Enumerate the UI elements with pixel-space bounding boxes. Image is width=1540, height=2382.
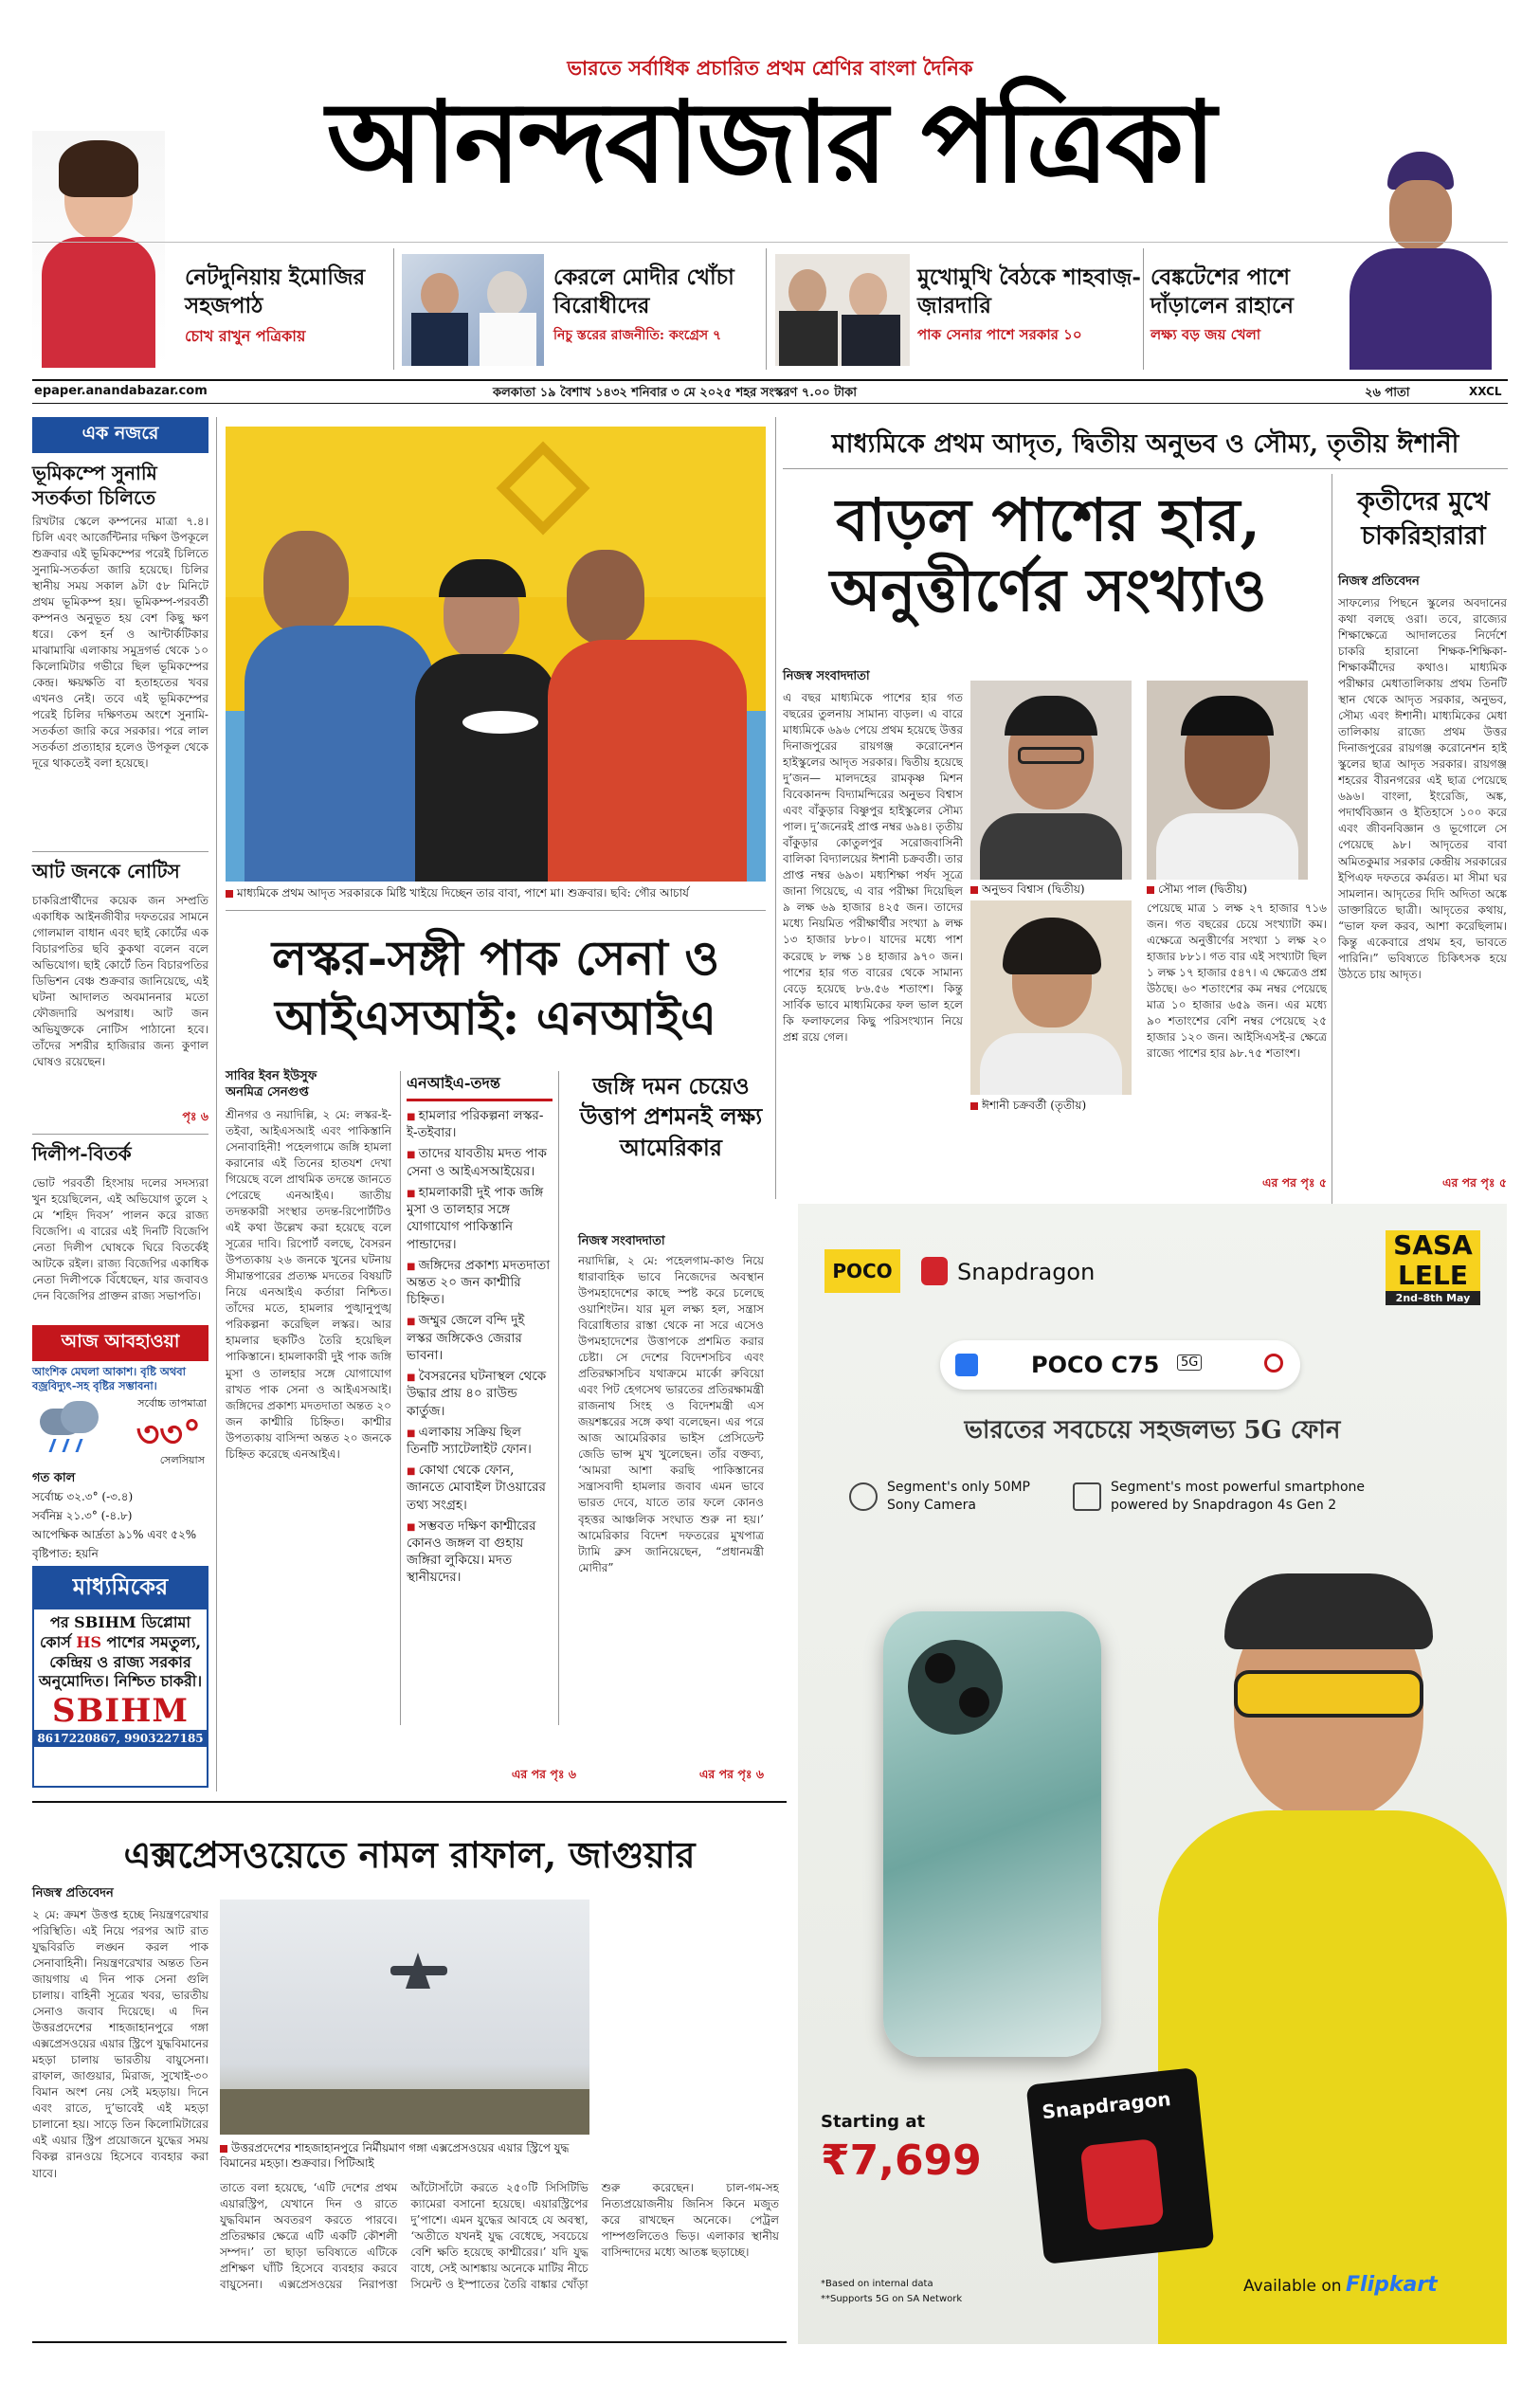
rafale-body-2: তাতে বলা হয়েছে, ‘এটি দেশের প্রথম এয়ারস্ট্রিপ, যেখানে দিন ও রাতে যুদ্ধবিমান অবতরণ করতে পারবে। প্রতিরক্ষার ক্ষেত্রে এটি একটি কৌশলী সম্পদ।’ তা ছাড়া ভবিষ্যতে এটিকে প্রশিক্ষণ ঘাঁটি হিসেবে ব্যবহার করবে বায়ুসেনা। এক্সপ্রেসওয়ের নিরাপত্তা আঁটোসাঁটো করতে ২৫০টি সিসিটিভি ক্যামেরা বসানো হয়েছে। এয়ারস্ট্রিপের দু’পাশে। এমন যুদ্ধের আবহে যে অবস্থা, ‘অতীতে যখনই যুদ্ধ বেধেছে, সবচেয়ে বেশি ক্ষতি হয়েছে কাশ্মীরের।’ যদি যুদ্ধ বাধে, সেই আশঙ্কায় অনেকে মাটির নীচে সিমেন্ট ও ইস্পাতের তৈরি বাঙ্কার খোঁড়া শুরু করেছেন। চাল-গম-সহ নিত্যপ্রয়োজনীয় জিনিস কিনে মজুত করে রাখছেন অনেকে। পেট্রল পাম্পগুলিতেও ভিড়। এলাকার স্থানীয় বাসিন্দাদের মধ্যে আতঙ্ক ছড়াচ্ছে। — [220, 2181, 779, 2292]
price-label: Starting at — [821, 2112, 926, 2132]
nia-fact: ■ এলাকায় সক্রিয় ছিল তিনটি স্যাটেলাইট ফোন। — [407, 1424, 553, 1458]
glance-item-quake — [32, 461, 208, 846]
nia-fact: ■ জঙ্গিদের প্রকাশ্য মদতদাতা অন্তত ২০ জন কাশ্মীরি চিহ্নিত। — [407, 1257, 553, 1309]
feature-camera: Segment's only 50MP Sony Camera — [887, 1480, 1030, 1513]
weather-max: সর্বোচ্চ ৩২.৩° (-৩.৪) — [32, 1489, 134, 1503]
exam-byline: নিজস্ব সংবাদদাতা — [783, 669, 870, 683]
rain-cloud-icon — [36, 1399, 112, 1465]
nia-fact: ■ বৈসরনের ঘটনাস্থল থেকে উদ্ধার প্রায় ৪০ রাউন্ড কার্তুজ। — [407, 1368, 553, 1420]
glance-item-title: দিলীপ-বিতর্ক — [32, 1142, 132, 1165]
sbihm-body1: পর SBIHM ডিপ্লোমা কোর্স — [39, 1613, 191, 1651]
cricketer-image-right — [1344, 142, 1495, 370]
glance-item-title: ভূমিকম্পে সুনামি সতর্কতা চিলিতে — [32, 462, 157, 509]
flipkart-store[interactable]: Flipkart — [1346, 2273, 1438, 2297]
weather-header: আজ আবহাওয়া — [32, 1325, 208, 1361]
glance-item-title: আট জনকে নোটিস — [32, 860, 180, 882]
snapdragon-chip: Snapdragon — [1026, 2067, 1215, 2264]
snapdragon-logo: Snapdragon — [957, 1259, 1096, 1285]
main-photo-caption: মাধ্যমিকে প্রথম আদৃত সরকারকে মিষ্টি খাইয়ে দিচ্ছেন তার বাবা, পাশে মা। শুক্রবার। ছবি: গৌর আচার্য — [226, 885, 766, 904]
masthead-tagline: ভারতে সর্বাধিক প্রচারিত প্রথম শ্রেণির বাংলা দৈনিক — [567, 56, 973, 80]
teaser-2-image — [402, 254, 544, 366]
temp-label: সর্বোচ্চ তাপমাত্রা — [137, 1396, 207, 1409]
search-bar[interactable] — [940, 1340, 1300, 1390]
search-text: POCO C75 — [1031, 1352, 1160, 1378]
usa-byline: নিজস্ব সংবাদদাতা — [578, 1234, 665, 1248]
nia-fact-box — [400, 1071, 559, 1725]
weather-humidity: আপেক্ষিক আর্দ্রতা ৯১% এবং ৫২% — [32, 1527, 197, 1541]
dateline: কলকাতা ১৯ বৈশাখ ১৪৩২ শনিবার ৩ মে ২০২৫ শহর সংস্করণ ৭.০০ টাকা — [493, 386, 857, 400]
usa-more[interactable]: এর পর পৃঃ ৬ — [698, 1767, 764, 1781]
teaser-title: মুখোমুখি বৈঠকে শাহবাজ়-জ়ারদারি — [917, 264, 1141, 318]
weather-forecast: আংশিক মেঘলা আকাশ। বৃষ্টি অথবা বজ্রবিদ্যুৎ-সহ বৃষ্টির সম্ভাবনা। — [32, 1365, 187, 1392]
nia-byline: সাবির ইবন ইউসুফ অনমিত্র সেনগুপ্ত — [226, 1069, 317, 1100]
camera-icon — [849, 1482, 878, 1511]
topper-photo-2 — [1147, 681, 1308, 880]
teaser-sub: নিচু স্তরের রাজনীতি: কংগ্রেস ৭ — [553, 327, 722, 343]
glance-header: এক নজরে — [32, 417, 208, 453]
teaser-title: কেরলে মোদীর খোঁচা বিরোধীদের — [553, 264, 734, 318]
weather-yesterday: গত কাল — [32, 1470, 76, 1485]
teaser-title: নেটদুনিয়ায় ইমোজির সহজপাঠ — [185, 264, 366, 318]
glance-item-notice — [32, 858, 208, 1128]
teaser-sub: লক্ষ্য বড় জয় খেলা — [1150, 325, 1261, 343]
topper-photo-3 — [970, 900, 1132, 1095]
rafale-byline: নিজস্ব প্রতিবেদন — [32, 1886, 114, 1900]
rafale-photo — [220, 1900, 589, 2135]
snapdragon-icon — [921, 1257, 948, 1285]
masthead-title: আনন্দবাজার পত্রিকা — [326, 76, 1214, 208]
weather-box — [32, 1325, 208, 1560]
sbihm-header: মাধ্যমিকের — [34, 1568, 207, 1609]
weather-min: সর্বনিম্ন ২১.৩° (-৪.৮) — [32, 1508, 133, 1522]
nia-fact: ■ হামলাকারী দুই পাক জঙ্গি মুসা ও তালহার সঙ্গে যোগাযোগ পাকিস্তানি পান্ডাদের। — [407, 1184, 553, 1253]
sbihm-brand: SBIHM — [52, 1692, 189, 1731]
main-photo — [226, 427, 766, 882]
rafale-headline: এক্সপ্রেসওয়েতে নামল রাফাল, জাগুয়ার — [123, 1833, 696, 1876]
teaser-title: বেঙ্কটেশের পাশে দাঁড়ালেন রাহানে — [1150, 264, 1295, 318]
phone-image — [883, 1611, 1101, 2057]
weather-rain: বৃষ্টিপাত: হয়নি — [32, 1546, 99, 1560]
jobless-more[interactable]: এর পর পৃঃ ৫ — [1441, 1175, 1507, 1190]
jobless-byline: নিজস্ব প্রতিবেদন — [1338, 574, 1420, 589]
edition-code: XXCL — [1469, 385, 1502, 398]
exam-headline: বাড়ল পাশের হার, অনুত্তীর্ণের সংখ্যাও — [829, 485, 1267, 626]
rafale-caption: উত্তরপ্রদেশের শাহজাহানপুরে নির্মীয়মাণ গঙ্গা এক্সপ্রেসওয়ের এয়ার স্ট্রিপে যুদ্ধ বিমানের মহড়া। শুক্রবার। পিটিআই — [220, 2141, 570, 2171]
available-label: Available on — [1243, 2277, 1342, 2296]
nia-box-header: এনআইএ-তদন্ত — [407, 1071, 553, 1101]
page-count: ২৬ পাতা — [1365, 386, 1410, 400]
chip-icon — [1073, 1482, 1101, 1511]
glance-item-body: রিখটার স্কেলে কম্পনের মাত্রা ৭.৪। চিলি এবং আর্জেন্টিনার দক্ষিণ উপকূলে শুক্রবার এই ভূমিকম্পের পরেই চিলিতে সুনামি-সতর্কতা জারি হয়েছে। চিলির স্থানীয় সময় সকাল ৯টা ৫৮ মিনিটে প্রথম ভূমিকম্প হয়। ভূমিকম্প-পরবর্তী কম্পনও অনুভূত হয় বেশ কিছু ক্ষণ ধরে। কেপ হর্ন ও আন্টার্কটিকার মাঝামাঝি এলাকায় সমুদ্রগর্ভ থেকে ১০ কিলোমিটার গভীরে ছিল ভূমিকম্পের কেন্দ্র। ক্ষয়ক্ষতি বা হতাহতের খবর এখনও নেই। তবে এই ভূমিকম্পের পরেই চিলির দক্ষিণতম অংশে সুনামি-সতর্কতা জারি করে সরকার। পরে লাল সতর্কতা প্রত্যাহার হলেও উপকূল থেকে দূরে থাকতেই বলা হয়েছে। — [32, 515, 208, 771]
topper-caption-2: সৌম্য পাল (দ্বিতীয়) — [1147, 882, 1247, 900]
flipkart-icon — [955, 1354, 978, 1376]
poco-logo: POCO — [824, 1249, 900, 1293]
glance-item-body: ভোট পরবর্তী হিংসায় দলের সদস্যরা খুন হয়েছিলেন, এই অভিযোগ তুলে ২ মে ‘শহিদ দিবস’ পালন করে রাজ্য বিজেপি। এ বারের এই দিনটি বিজেপি নেতা দিলীপ ঘোষকে ঘিরে বিতর্কেই আটকে রইল। রাজ্য বিজেপির একাধিক নেতা দিলীপকে বিঁধেছেন, যার জবাবও দেন বিজেপির প্রাক্তন রাজ্য সভাপতি। — [32, 1176, 208, 1303]
sbihm-ad[interactable] — [32, 1566, 208, 1788]
exam-body-2: পেয়েছে মাত্র ১ লক্ষ ২৭ হাজার ৭১৬ জন। গত বছরের চেয়ে সংখ্যাটা কম। এক্ষেত্রে অনুত্তীর্ণের সংখ্যা ১ লক্ষ ২০ হাজার ৮৮১। গত বার এই সংখ্যাটা ছিল ১ লক্ষ ১৭ হাজার ৫৪৭। এ ক্ষেত্রেও প্রশ্ন উঠছে। ৬০ শতাংশের কম নম্বর পেয়েছে মাত্র ১০ হাজার ৬৫৯ জন। এর মধ্যে ৯০ শতাংশের বেশি নম্বর পেয়েছে ২৫ হাজার ১২০ জন। আইসিএসই-র ক্ষেত্রে রাজ্যে পাশের হার ৯৮.৭৫ শতাংশ। — [1147, 901, 1327, 1061]
nia-fact: ■ সম্ভবত দক্ষিণ কাশ্মীরের কোনও জঙ্গল বা গুহায় জঙ্গিরা লুকিয়ে। মদত স্থানীয়দের। — [407, 1518, 553, 1587]
teaser-sub: পাক সেনার পাশে সরকার ১০ — [917, 325, 1082, 343]
feature-processor: Segment's most powerful smartphone powered by Snapdragon 4s Gen 2 — [1111, 1480, 1366, 1513]
topper-photo-1 — [970, 681, 1132, 880]
poco-ad[interactable] — [798, 1204, 1507, 2344]
glance-column — [32, 417, 208, 1361]
search-icon — [1264, 1354, 1283, 1373]
temp-value: ৩৩° — [136, 1411, 201, 1455]
usa-headline: জঙ্গি দমন চেয়েও উত্তাপ প্রশমনই লক্ষ্য আমেরিকার — [579, 1072, 763, 1161]
sbihm-hs: HS — [76, 1632, 102, 1651]
teaser-1[interactable] — [185, 264, 393, 350]
poco-tagline: ভারতের সবচেয়ে সহজলভ্য 5G ফোন — [964, 1416, 1341, 1445]
nia-body: শ্রীনগর ও নয়াদিল্লি, ২ মে: লস্কর-ই-তইবা, আইএসআই এবং পাকিস্তানি সেনাবাহিনী! পহেলগামে জঙ্গি হামলা করানোর এই তিনের হাতযশ দেখা গিয়েছে বলে প্রাথমিক তদন্তে জানতে পেরেছে এনআইএ। জাতীয় তদন্তকারী সংস্থার তদন্ত-রিপোর্টটিও এই কথা উল্লেখ করা হয়েছে বলে সূত্রের দাবি। রিপোর্ট বলছে, বৈসরন উপত্যকায় ২৬ জনকে খুনের ঘটনায় সীমান্তপারের প্রত্যক্ষ মদতের বিষয়টি নিয়ে এনআইএ কর্তারা নিশ্চিত। তাঁদের মতে, হামলার পুঙ্খানুপুঙ্খ পরিকল্পনা করেছিল লস্কর। আর হামলার ছকটিও তৈরি হয়েছিল পাকিস্তানে। হামলাকারী দুই পাক জঙ্গি মুসা ও তালহার সঙ্গে যোগাযোগ রাখত পাক সেনা ও আইএসআই। জঙ্গিদের প্রকাশ্য মদতদাতা অন্তত ২০ জন কাশ্মীরি চিহ্নিত। কাশ্মীর উপত্যকায় বাসিন্দা অন্তত ২০ জনকে চিহ্নিত করেছে এনআইএ। — [226, 1108, 391, 1461]
5g-badge: 5G — [1177, 1355, 1202, 1371]
exam-more[interactable]: এর পর পৃঃ ৫ — [1261, 1175, 1327, 1190]
nia-fact: ■ কোথা থেকে ফোন, জানতে মোবাইল টাওয়ারের তথ্য সংগ্রহ। — [407, 1462, 553, 1514]
topper-caption-1: অনুভব বিশ্বাস (দ্বিতীয়) — [970, 882, 1085, 900]
sbihm-phone: 8617220867, 9903227185 — [34, 1730, 207, 1747]
teaser-sub: চোখ রাখুন পত্রিকায় — [185, 326, 306, 345]
usa-body: নয়াদিল্লি, ২ মে: পহেলগাম-কাণ্ড নিয়ে ধারাবাহিক ভাবে নিজেদের অবস্থান উপমহাদেশের কাছে স্পষ্ট করে চলেছে ওয়াশিংটন। যার মূল লক্ষ্য হল, সন্ত্রাস বিরোধিতার রাস্তা থেকে না সরে এসেও উপমহাদেশের উত্তাপকে প্রশমিত করার চেষ্টা। সে দেশের বিদেশসচিব এবং প্রতিরক্ষাসচিব যথাক্রমে মার্কো রুবিয়ো এবং পিট হেগসেথ ভারতের প্রতিরক্ষামন্ত্রী রাজনাথ সিংহ ও বিদেশমন্ত্রী এস জয়শঙ্করের সঙ্গে কথা বলেছেন। এর পরে আজ আমেরিকার ভাইস প্রেসিডেন্ট জেডি ভান্স মুখ খুলেছেন। তাঁর বক্তব্য, ‘আমরা আশা করছি পাকিস্তানের সন্ত্রাসবাদী হামলার জবাব এমন ভাবে ভারত দেবে, যাতে তার ফলে কোনও বৃহত্তর আঞ্চলিক সংঘাত শুরু না হয়।’ আমেরিকার বিদেশ দফতরের মুখপাত্র ট্যামি ব্রুস জানিয়েছেন, “প্রধানমন্ত্রী মোদীর” — [578, 1254, 764, 1574]
rafale-body: ২ মে: ক্রমশ উত্তপ্ত হচ্ছে নিয়ন্ত্রণরেখার পরিস্থিতি। এই নিয়ে পরপর আট রাত যুদ্ধবিরতি লঙ্ঘন করল পাক সেনাবাহিনী। নিয়ন্ত্রণরেখার অন্তত তিন জায়গায় এ দিন পাক সেনা গুলি চালায়। বাহিনী সূত্রের খবর, ভারতীয় সেনাও জবাব দিয়েছে। এ দিন উত্তরপ্রদেশের শাহজাহানপুরে গঙ্গা এক্সপ্রেসওয়ের এয়ার স্ট্রিপে যুদ্ধবিমানের মহড়া চালায় ভারতীয় বায়ুসেনা। রাফাল, জাগুয়ার, মিরাজ, সুখোই-৩০ বিমান অংশ নেয় সেই মহড়ায়। দিনে এবং রাতে, দু’ভাবেই এই মহড়া চালানো হয়। সাড়ে তিন কিলোমিটারের এই এয়ার স্ট্রিপ প্রয়োজনে যুদ্ধের সময় বিকল্প রানওয়ে হিসেবে ব্যবহার করা যাবে। — [32, 1908, 208, 2180]
jobless-body: সাফল্যের পিছনে স্কুলের অবদানের কথা বলছে ওরা। তবে, রাজ্যের শিক্ষাক্ষেত্রে আদালতের নির্দেশে চাকরি হারানো শিক্ষক-শিক্ষিকা-শিক্ষাকর্মীদের কথাও। মাধ্যমিক পরীক্ষার মেধাতালিকায় প্রথম তিনটি স্থান থেকে আদৃত সরকার, অনুভব, সৌম্য এবং ঈশানী। মাধ্যমিকের মেধা তালিকায় রাজ্যে প্রথম উত্তর দিনাজপুরের রায়গঞ্জ করোনেশন হাই স্কুলের ছাত্র আদৃত সরকার। রায়গঞ্জ শহরের বীরনগরের এই ছাত্র পেয়েছে ৬৯৬। বাংলা, ইংরেজি, অঙ্ক, পদার্থবিজ্ঞান ও ইতিহাসে ১০০ করে এবং জীবনবিজ্ঞান ও ভূগোলে সে পেয়েছে ৯৮। আদৃতের বাবা অমিতকুমার সরকার কেন্দ্রীয় সরকারের ইপিএফ দফতরে কর্মরত। মা সীমা ঘর সামলান। আদৃতের দিদি অদিতা অঙ্কে ডাক্তারিতে ছাত্রী। আদৃতের কথায়, “ভাল ফল করব, আশা করেছিলাম। কিন্তু একেবারে প্রথম হব, ভাবতে পারিনি।” ভবিষ্যতে চিকিৎসক হয়ে উঠতে চায় আদৃত। — [1338, 596, 1507, 981]
nia-fact: ■ হামলার পরিকল্পনা লস্কর-ই-তইবার। — [407, 1107, 553, 1141]
jobless-headline: কৃতীদের মুখে চাকরিহারারা — [1357, 487, 1490, 552]
glance-item-body: চাকরিপ্রার্থীদের কয়েক জন সম্প্রতি একাধিক আইনজীবীর দফতরের সামনে গোলমাল বাধান এবং ছাই কোর্টের এক বিচারপতির ছবি কুকথা বলেন বলে অভিযোগ। ছাই কোর্টে তিন বিচারপতির ডিভিশন বেঞ্চ শুক্রবার জানিয়েছে, এই ঘটনা আদালত অবমাননার মতো ফৌজদারি অপরাধ। আট জন অভিযুক্তকে নোটিস পাঠানো হবে। তাঁদের সশরীর হাজিরার জন্য কুণাল ঘোষও রয়েছেন। — [32, 894, 208, 1069]
sbihm-body2: পাশের সমতুল্য, কেন্দ্রিয় ও রাজ্য সরকার অনুমোদিত। নিশ্চিত চাকরী। — [38, 1632, 203, 1691]
teaser-4[interactable] — [1150, 264, 1340, 348]
teaser-2[interactable] — [553, 264, 762, 347]
price-value: ₹7,699 — [821, 2137, 982, 2185]
nia-headline: লস্কর-সঙ্গী পাক সেনা ও আইএসআই: এনআইএ — [271, 930, 720, 1046]
teaser-3-image — [775, 254, 910, 366]
temp-unit: সেলসিয়াস — [159, 1453, 205, 1466]
snapdragon-chip-icon — [1080, 2138, 1165, 2231]
nia-fact: ■ তাদের যাবতীয় মদত পাক সেনা ও আইএসআইয়ের। — [407, 1145, 553, 1179]
website-link[interactable]: epaper.anandabazar.com — [34, 384, 208, 398]
exam-body: এ বছর মাধ্যমিকে পাশের হার গত বছরের তুলনায় সামান্য বাড়ল। এ বারে মাধ্যমিকে ৬৯৬ পেয়ে প্রথম হয়েছে উত্তর দিনাজপুরের রায়গঞ্জ করোনেশন হাইস্কুলের আদৃত সরকার। দ্বিতীয় হয়েছে দু’জন— মালদহের রামকৃষ্ণ মিশন বিবেকানন্দ বিদ্যামন্দিরের অনুভব বিশ্বাস এবং বাঁকুড়ার বিষ্ণুপুর হাইস্কুলের সৌম্য পাল। দু’জনেরই প্রাপ্ত নম্বর ৬৯৪। তৃতীয় বাঁকুড়ার কোতুলপুর সরোজবাসিনী বালিকা বিদ্যালয়ের ঈশানী চক্রবর্তী। তার প্রাপ্ত নম্বর ৬৯৩। মধ্যশিক্ষা পর্ষদ সূত্রে জানা গিয়েছে, এ বার পরীক্ষা দিয়েছিল ৯ লক্ষ ৬৯ হাজার ৪২৫ জন। তাদের মধ্যে নিয়মিত পরীক্ষার্থীর সংখ্যা ৯ লক্ষ ১৩ হাজার ৮৮০। যাদের মধ্যে পাশ করেছে ৮ লক্ষ ১৪ হাজার ৯৭০ জন। পাশের হার গত বারের থেকে সামান্য বেড়ে হয়েছে ৮৬.৫৬ শতাংশ। কিন্তু সার্বিক ভাবে মাধ্যমিকের ফল ভাল হলে কি ফলাফলের কিছু পরিসংখ্যান নিয়ে প্রশ্ন রয়ে গেল। — [783, 691, 963, 1044]
sale-badge: SASA LELE 2nd–8th May — [1386, 1230, 1480, 1305]
nia-more[interactable]: এর পর পৃঃ ৬ — [511, 1767, 576, 1781]
topper-caption-3: ঈশানী চক্রবর্তী (তৃতীয়) — [970, 1098, 1086, 1117]
ad-footnote-1: *Based on internal data — [821, 2279, 933, 2289]
glance-item-more[interactable]: পৃঃ ৬ — [182, 1109, 208, 1123]
teaser-3[interactable] — [917, 264, 1145, 348]
model-image-left — [32, 131, 165, 368]
exam-kicker: মাধ্যমিকে প্রথম আদৃত, দ্বিতীয় অনুভব ও সৌম্য, তৃতীয় ঈশানী — [831, 429, 1459, 459]
nia-fact: ■ জম্মুর জেলে বন্দি দুই লস্কর জঙ্গিকেও জেরার ভাবনা। — [407, 1312, 553, 1364]
ad-footnote-2: **Supports 5G on SA Network — [821, 2294, 963, 2304]
